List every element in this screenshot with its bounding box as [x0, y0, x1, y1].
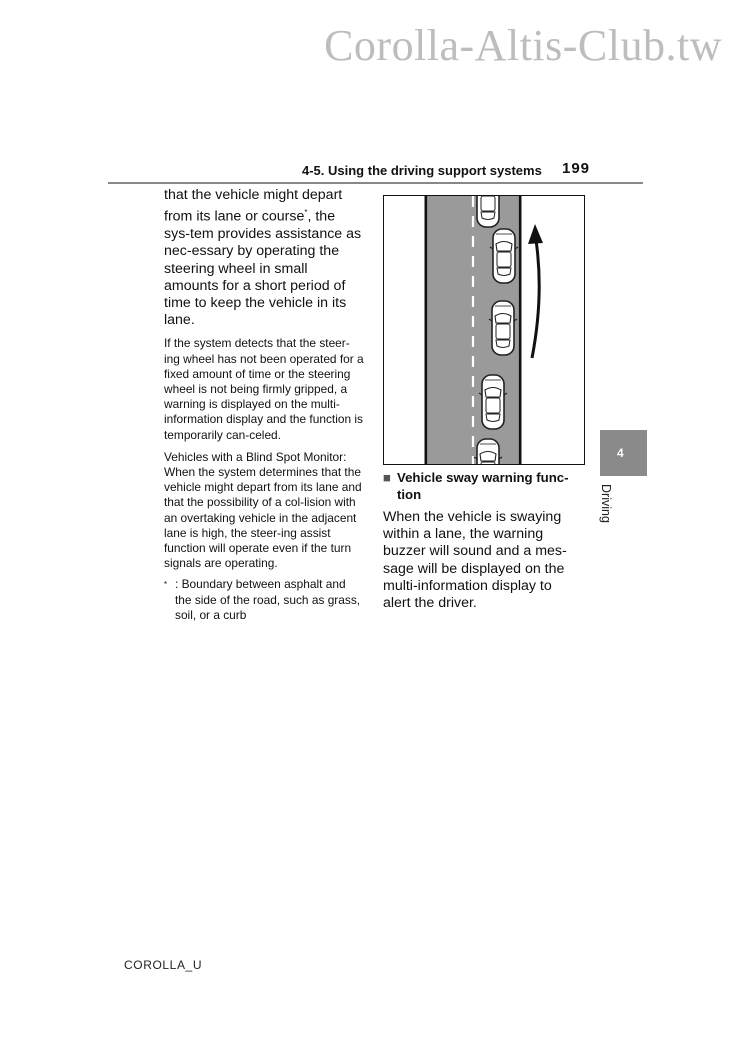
right-column: [383, 469, 583, 612]
car-icon: [479, 375, 507, 429]
footnote-text: : Boundary between asphalt and the side of the road, such as grass, soil, or a curb: [175, 577, 361, 622]
footnote-marker: [164, 577, 175, 623]
intro-footnote-mark: *: [304, 208, 308, 218]
sway-arrow-icon: [532, 240, 539, 358]
chapter-number: 4: [617, 446, 624, 460]
car-icon: [490, 229, 518, 283]
sway-arrow-head-icon: [528, 224, 543, 244]
car-icon: [474, 439, 502, 464]
footnote: [164, 577, 364, 623]
chapter-label: Driving: [599, 484, 613, 523]
square-bullet-icon: ■: [383, 470, 391, 485]
intro-text: that the vehicle might depart from its lane or course: [164, 187, 343, 225]
chapter-tab: [600, 430, 647, 476]
page-number: 199: [562, 160, 591, 177]
watermark: Corolla-Altis-Club.tw: [324, 21, 722, 70]
section-title: 4-5. Using the driving support systems: [302, 163, 542, 178]
subheading-sway-warning: [383, 469, 583, 503]
intro-text-continued: , the sys-tem provides assistance as nec-essary by operating the steering wheel in small amounts for a short period of time to keep the vehicle in its lane.: [164, 208, 362, 329]
note-steering-grip: If the system detects that the steer-ing wheel has not been operated for a fixed amount of time or the steering wheel is not being firmly gripped, a warning is displayed on the multi-information display and the function is temporarily can-celed.: [164, 336, 364, 442]
footnote-mark: *: [164, 580, 168, 590]
left-column: [164, 187, 364, 623]
car-icon: [489, 301, 517, 355]
subheading-text: Vehicle sway warning func-tion: [397, 470, 569, 502]
sway-warning-description: When the vehicle is swaying within a lane, the warning buzzer will sound and a mes-sage will be displayed on the multi-information display to alert the driver.: [383, 509, 567, 612]
car-icon: [474, 196, 502, 227]
sway-illustration: [383, 195, 585, 465]
note-blind-spot-monitor: Vehicles with a Blind Spot Monitor: When the system determines that the vehicle might depart from its lane and that the possibility of a col-lision with an overtaking vehicle in the adjacent lane is high, the steer-ing assist function will operate even if the turn signals are operating.: [164, 449, 362, 571]
intro-paragraph: [164, 187, 364, 329]
header-rule: [108, 182, 643, 184]
footer-code: COROLLA_U: [124, 958, 203, 972]
